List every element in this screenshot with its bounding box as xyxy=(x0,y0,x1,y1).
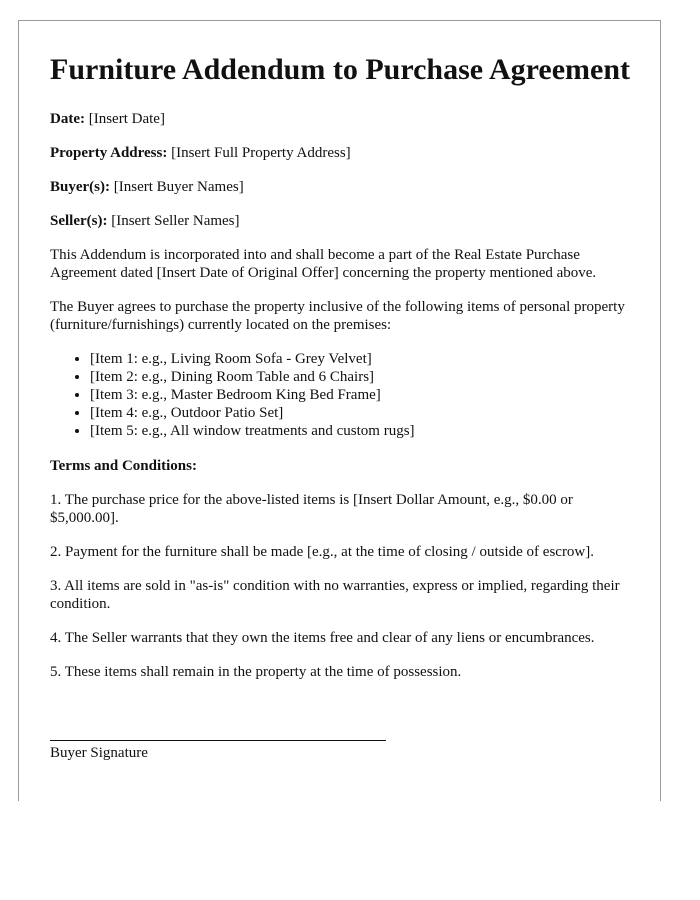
list-item: • [Item 1: e.g., Living Room Sofa - Grey Velvet] xyxy=(90,350,630,368)
sellers-field xyxy=(50,212,630,230)
document-page xyxy=(18,20,661,801)
buyers-label: Buyer(s): xyxy=(50,179,110,195)
date-label: Date: xyxy=(50,111,85,127)
term-item: 5. These items shall remain in the property at the time of possession. xyxy=(50,664,462,680)
buyers-field xyxy=(50,178,630,196)
list-item: • [Item 5: e.g., All window treatments and custom rugs] xyxy=(90,422,630,440)
date-value: [Insert Date] xyxy=(88,111,165,127)
property-address-value: [Insert Full Property Address] xyxy=(171,145,351,161)
buyers-value: [Insert Buyer Names] xyxy=(113,179,244,195)
term-item: 1. The purchase price for the above-listed items is [Insert Dollar Amount, e.g., $0.00 or $5,000.00]. xyxy=(50,492,573,526)
date-field xyxy=(50,110,630,128)
sellers-label: Seller(s): xyxy=(50,213,108,229)
term-item: 3. All items are sold in "as-is" condition with no warranties, express or implied, regarding their condition. xyxy=(50,578,620,612)
terms-heading: Terms and Conditions: xyxy=(50,458,197,474)
property-address-label: Property Address: xyxy=(50,145,168,161)
document-title: Furniture Addendum to Purchase Agreement xyxy=(50,53,631,86)
list-item: • [Item 2: e.g., Dining Room Table and 6 Chairs] xyxy=(90,368,630,386)
list-item: • [Item 3: e.g., Master Bedroom King Bed Frame] xyxy=(90,386,630,404)
items-list xyxy=(50,350,630,440)
list-item: • [Item 4: e.g., Outdoor Patio Set] xyxy=(90,404,630,422)
term-item: 4. The Seller warrants that they own the items free and clear of any liens or encumbrances. xyxy=(50,630,595,646)
signature-line xyxy=(50,740,386,741)
term-item: 2. Payment for the furniture shall be made [e.g., at the time of closing / outside of escrow]. xyxy=(50,544,595,560)
signature-label: Buyer Signature xyxy=(50,745,148,761)
property-address-field xyxy=(50,144,630,162)
signature-block xyxy=(50,740,386,762)
intro-paragraph: This Addendum is incorporated into and shall become a part of the Real Estate Purchase Agreement dated [Insert Date of Original Offer] concerning the property mentioned above. xyxy=(50,247,597,281)
items-paragraph: The Buyer agrees to purchase the property inclusive of the following items of personal property (furniture/furnishings) currently located on the premises: xyxy=(50,299,625,333)
sellers-value: [Insert Seller Names] xyxy=(111,213,240,229)
